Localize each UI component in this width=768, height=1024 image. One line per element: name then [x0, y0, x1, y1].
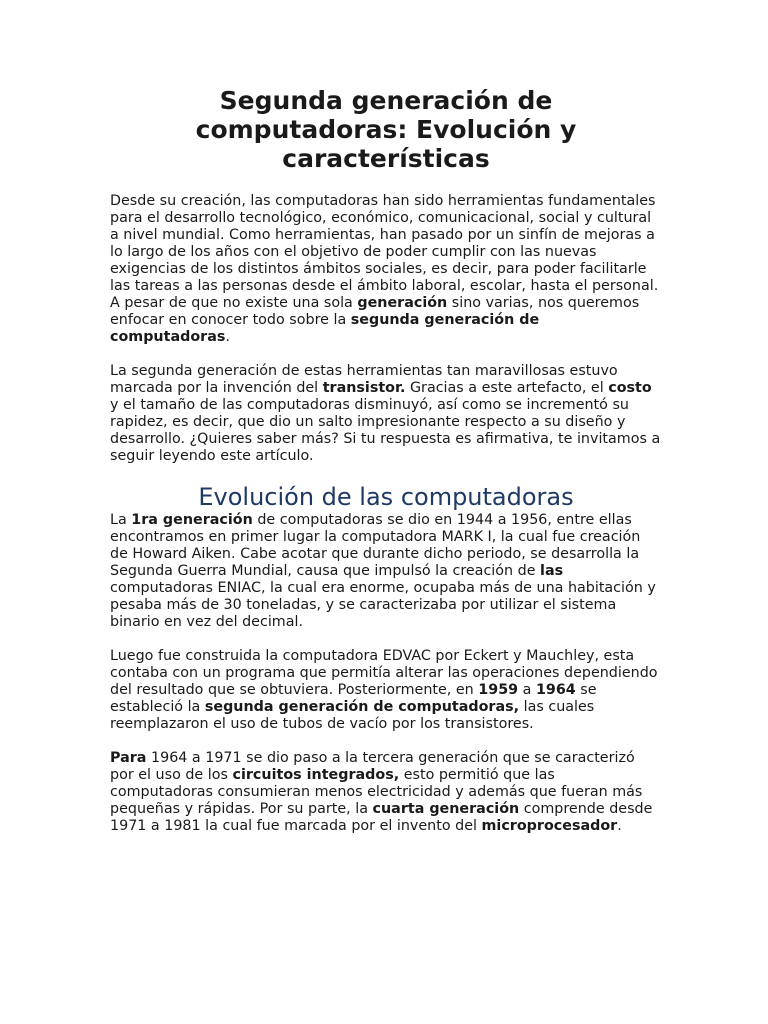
bold-run: las: [540, 563, 564, 579]
text-run: .: [617, 818, 622, 834]
text-run: y el tamaño de las computadoras disminuyó, así como se incrementó su rapidez, es decir, que dio un salto impresionante respecto a su diseño y desarrollo. ¿Quieres saber más? Si tu respuesta es afirmativa, te invitamos a seguir leyendo este artículo.: [110, 397, 661, 464]
text-run: Gracias a este artefacto, el: [405, 380, 609, 396]
document-title: Segunda generación de computadoras: Evolución y características: [195, 86, 577, 173]
text-run: 1964 a 1971 se dio paso a la tercera generación que se caracterizó por el uso de los: [110, 750, 635, 783]
text-run: a: [518, 682, 536, 698]
bold-run: 1964: [535, 682, 576, 698]
evolution-paragraph-1: [110, 512, 662, 631]
bold-run: segunda generación de computadoras,: [204, 699, 520, 715]
intro-paragraph-2: [110, 363, 662, 465]
intro-paragraph-1: [110, 193, 662, 346]
bold-run: generación: [357, 295, 448, 311]
text-run: La segunda generación de estas herramientas tan maravillosas estuvo marcada por la invención del: [110, 363, 618, 396]
section-heading: Evolución de las computadoras: [198, 483, 574, 511]
bold-run: cuarta generación: [372, 801, 520, 817]
bold-run: costo: [608, 380, 652, 396]
bold-run: transistor.: [322, 380, 406, 396]
text-run: comprende desde 1971 a 1981 la cual fue marcada por el invento del: [110, 801, 653, 834]
bold-run: Para: [110, 750, 147, 766]
evolution-paragraph-3: [110, 750, 662, 835]
evolution-paragraph-2: [110, 648, 662, 733]
text-run: .: [225, 329, 230, 345]
bold-run: 1959: [478, 682, 519, 698]
bold-run: 1ra generación: [131, 512, 253, 528]
text-run: de computadoras se dio en 1944 a 1956, entre ellas encontramos en primer lugar la computadora MARK I, la cual fue creación de Howard Aiken. Cabe acotar que durante dicho periodo, se desarrolla la Segunda Guerra Mundial, causa que impulsó la creación de: [110, 512, 641, 579]
text-run: sino varias, nos queremos enfocar en conocer todo sobre la: [110, 295, 640, 328]
text-run: esto permitió que las computadoras consumieran menos electricidad y además que fueran más pequeñas y rápidas. Por su parte, la: [110, 767, 643, 817]
text-run: La: [110, 512, 132, 528]
text-run: Desde su creación, las computadoras han sido herramientas fundamentales para el desarrollo tecnológico, económico, comunicacional, social y cultural a nivel mundial. Como herramientas, han pasado por un sinfín de mejoras a lo largo de los años con el objetivo de poder cumplir con las nuevas exigencias de los distintos ámbitos sociales, es decir, para poder facilitarle las tareas a las personas desde el ámbito laboral, escolar, hasta el personal. A pesar de que no existe una sola: [110, 193, 659, 311]
text-run: computadoras ENIAC, la cual era enorme, ocupaba más de una habitación y pesaba más de 30 toneladas, y se caracterizaba por utilizar el sistema binario en vez del decimal.: [110, 580, 656, 630]
bold-run: microprocesador: [481, 818, 618, 834]
bold-run: circuitos integrados,: [232, 767, 400, 783]
document-page: [110, 86, 662, 852]
bold-run: segunda generación de computadoras: [110, 312, 540, 345]
text-run: las cuales reemplazaron el uso de tubos de vacío por los transistores.: [110, 699, 595, 732]
text-run: Luego fue construida la computadora EDVAC por Eckert y Mauchley, esta contaba con un programa que permitía alterar las operaciones dependiendo del resultado que se obtuviera. Posteriormente, en: [110, 648, 658, 698]
text-run: se estableció la: [110, 682, 597, 715]
